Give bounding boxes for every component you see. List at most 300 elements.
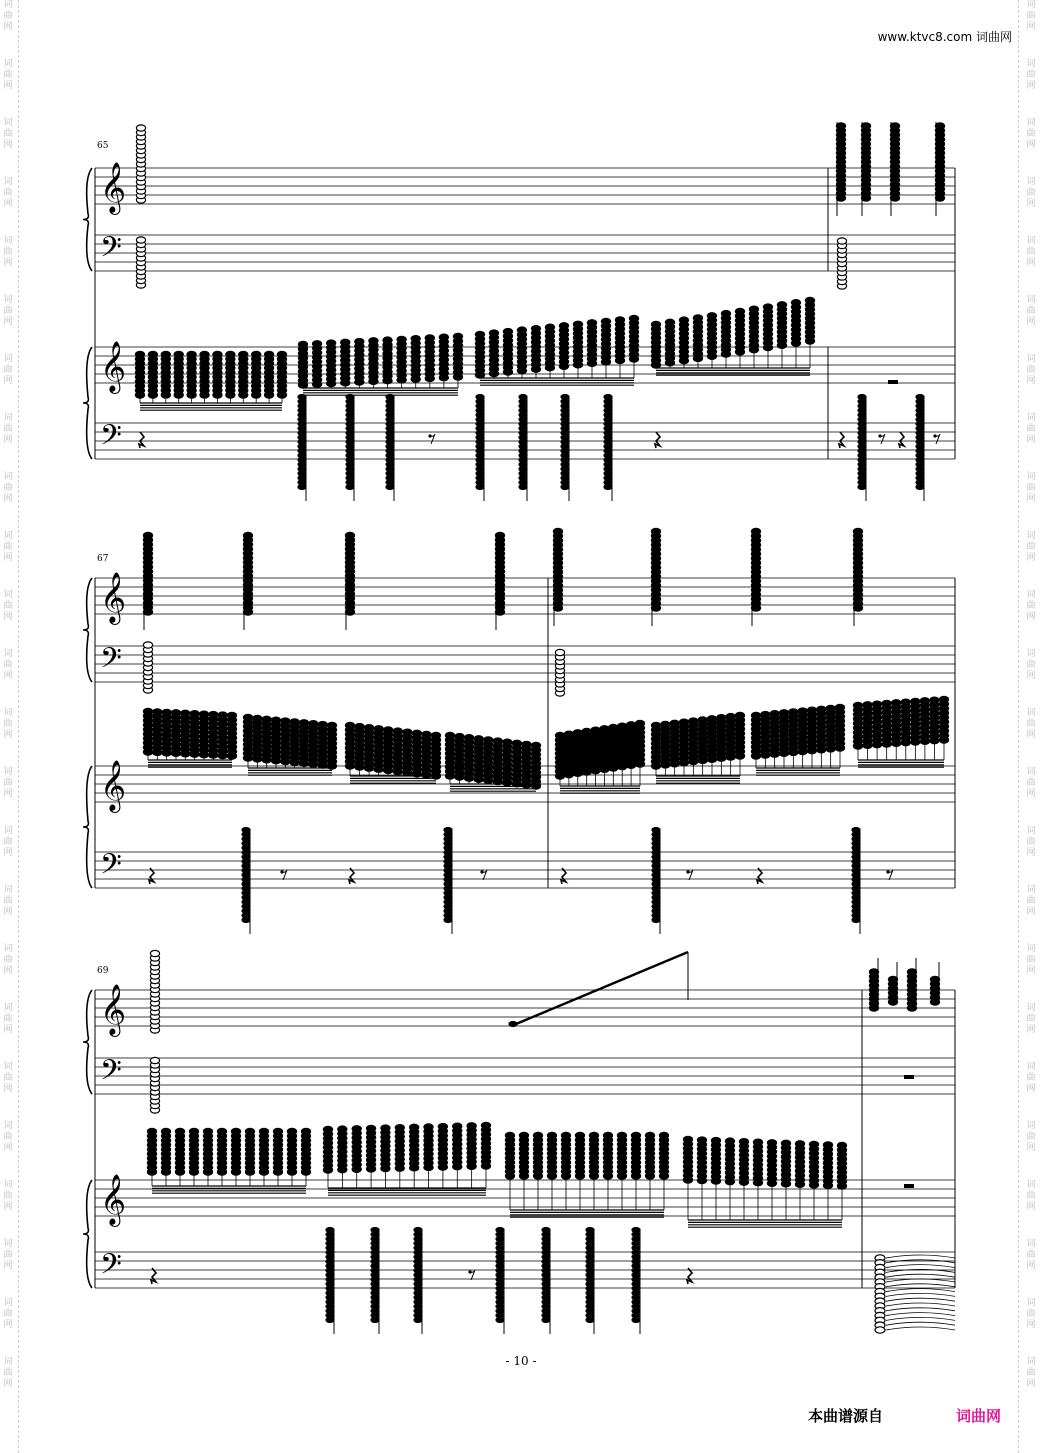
cluster-note — [187, 351, 196, 357]
watermark-glyph: 网 — [3, 730, 13, 740]
watermark-glyph: 曲 — [3, 1191, 13, 1201]
tie — [886, 1293, 955, 1296]
brace — [83, 168, 92, 271]
tie — [886, 1289, 955, 1292]
cluster-note — [873, 701, 882, 707]
cluster-note — [749, 306, 758, 312]
watermark-glyph: 词 — [1026, 295, 1036, 305]
cluster-note — [209, 712, 218, 718]
cluster-note — [259, 1128, 268, 1134]
cluster-note — [670, 720, 679, 726]
chord-note — [935, 123, 944, 129]
cluster-note — [422, 731, 431, 737]
chord-note — [888, 976, 897, 982]
cluster-note — [823, 1142, 832, 1148]
watermark-glyph: 曲 — [3, 188, 13, 198]
watermark-glyph: 网 — [3, 1379, 13, 1389]
whole-chord-note — [555, 649, 564, 655]
cluster-note — [587, 320, 596, 326]
bass-clef-icon: 𝄢 — [100, 642, 122, 682]
watermark-glyph: 曲 — [1026, 365, 1036, 375]
cluster-note — [467, 1123, 476, 1129]
watermark-glyph: 网 — [3, 435, 13, 445]
watermark-glyph: 词 — [3, 590, 13, 600]
cluster-note — [243, 714, 252, 720]
watermark-glyph: 词 — [3, 1298, 13, 1308]
cluster-note — [143, 708, 152, 714]
watermark-glyph: 网 — [1026, 258, 1036, 268]
watermark-glyph: 词 — [1026, 1121, 1036, 1131]
watermark-glyph: 曲 — [1026, 247, 1036, 257]
watermark-glyph: 词 — [1026, 1298, 1036, 1308]
whole-chord-note — [136, 237, 145, 243]
bass-cluster-note — [297, 484, 306, 490]
watermark-glyph: 网 — [1026, 494, 1036, 504]
treble-clef-icon: 𝄞 — [100, 760, 127, 811]
measure-number-65: 65 — [97, 141, 109, 151]
cluster-note — [645, 1132, 654, 1138]
cluster-note — [312, 341, 321, 347]
cluster-note — [355, 338, 364, 344]
watermark-glyph: 曲 — [1026, 306, 1036, 316]
cluster-note — [287, 1128, 296, 1134]
watermark-glyph: 曲 — [3, 129, 13, 139]
watermark-glyph: 网 — [1026, 1025, 1036, 1035]
bass-clef-icon: 𝄢 — [100, 419, 122, 459]
watermark-glyph: 网 — [1026, 1143, 1036, 1153]
cluster-note — [618, 723, 627, 729]
watermark-glyph: 曲 — [3, 1250, 13, 1260]
cluster-note — [751, 712, 760, 718]
watermark-glyph: 曲 — [1026, 955, 1036, 965]
bass-cluster-note — [443, 917, 452, 923]
watermark-glyph: 曲 — [3, 483, 13, 493]
cluster-note — [631, 1132, 640, 1138]
tied-cluster-note — [875, 1327, 885, 1333]
chord-note — [890, 123, 899, 129]
watermark-glyph: 词 — [3, 885, 13, 895]
watermark-glyph: 曲 — [1026, 1250, 1036, 1260]
bass-cluster-note — [631, 1317, 640, 1323]
chord-note — [345, 532, 354, 538]
watermark-glyph: 词 — [3, 177, 13, 187]
quarter-rest-icon — [839, 432, 844, 448]
watermark-glyph: 词 — [3, 354, 13, 364]
watermark-glyph: 网 — [3, 1202, 13, 1212]
bass-cluster-note — [325, 1317, 334, 1323]
watermark-glyph: 曲 — [3, 1073, 13, 1083]
watermark-glyph: 曲 — [1026, 660, 1036, 670]
cluster-note — [531, 742, 540, 748]
watermark-glyph: 曲 — [3, 542, 13, 552]
watermark-glyph: 词 — [3, 236, 13, 246]
cluster-note — [455, 734, 464, 740]
chord-note — [651, 528, 660, 534]
cluster-note — [911, 698, 920, 704]
cluster-note — [227, 712, 236, 718]
chord-note — [143, 532, 152, 538]
watermark-glyph: 词 — [1026, 1357, 1036, 1367]
watermark-glyph: 曲 — [1026, 129, 1036, 139]
watermark-glyph: 词 — [3, 708, 13, 718]
cluster-note — [517, 327, 526, 333]
cluster-note — [693, 315, 702, 321]
whole-rest-icon — [904, 1184, 914, 1188]
watermark-glyph: 网 — [3, 199, 13, 209]
watermark-glyph: 网 — [1026, 966, 1036, 976]
watermark-glyph: 曲 — [1026, 188, 1036, 198]
cluster-note — [781, 1140, 790, 1146]
cluster-note — [397, 336, 406, 342]
watermark-glyph: 曲 — [1026, 778, 1036, 788]
cluster-note — [564, 731, 573, 737]
cluster-note — [503, 739, 512, 745]
treble-clef-icon: 𝄞 — [100, 984, 127, 1035]
footer-brand-link[interactable]: 词曲网 — [956, 1407, 1002, 1425]
tie — [886, 1255, 955, 1258]
watermark-glyph: 网 — [3, 612, 13, 622]
cluster-note — [920, 698, 929, 704]
cluster-note — [835, 704, 844, 710]
cluster-note — [218, 712, 227, 718]
treble-clef-icon: 𝄞 — [100, 162, 127, 213]
cluster-note — [199, 711, 208, 717]
cluster-note — [739, 1139, 748, 1145]
tie — [886, 1265, 955, 1268]
watermark-glyph: 曲 — [3, 365, 13, 375]
watermark-glyph: 曲 — [3, 424, 13, 434]
cluster-note — [264, 351, 273, 357]
cluster-note — [365, 725, 374, 731]
cluster-note — [475, 331, 484, 337]
cluster-note — [381, 1125, 390, 1131]
cluster-note — [135, 351, 144, 357]
cluster-note — [617, 1132, 626, 1138]
quarter-rest-icon — [757, 868, 762, 884]
watermark-glyph: 词 — [3, 118, 13, 128]
cluster-note — [153, 709, 162, 715]
cluster-note — [189, 1128, 198, 1134]
watermark-glyph: 网 — [3, 1084, 13, 1094]
watermark-glyph: 网 — [1026, 1261, 1036, 1271]
cluster-note — [369, 338, 378, 344]
brace — [83, 1180, 92, 1288]
watermark-glyph: 词 — [1026, 708, 1036, 718]
cluster-note — [573, 321, 582, 327]
cluster-note — [277, 351, 286, 357]
watermark-glyph: 网 — [3, 1261, 13, 1271]
watermark-glyph: 网 — [1026, 140, 1036, 150]
watermark-glyph: 网 — [1026, 789, 1036, 799]
cluster-note — [239, 351, 248, 357]
chord-note — [869, 969, 878, 975]
watermark-glyph: 网 — [3, 553, 13, 563]
cluster-note — [689, 718, 698, 724]
whole-chord-note — [150, 950, 159, 956]
cluster-note — [489, 330, 498, 336]
cluster-note — [203, 1128, 212, 1134]
watermark-glyph: 词 — [3, 531, 13, 541]
cluster-note — [615, 317, 624, 323]
watermark-glyph: 词 — [3, 1357, 13, 1367]
watermark-glyph: 曲 — [1026, 719, 1036, 729]
watermark-glyph: 网 — [1026, 435, 1036, 445]
cluster-note — [561, 1132, 570, 1138]
watermark-glyph: 网 — [1026, 317, 1036, 327]
watermark-glyph: 网 — [3, 376, 13, 386]
watermark-glyph: 词 — [3, 413, 13, 423]
watermark-glyph: 曲 — [1026, 1191, 1036, 1201]
watermark-glyph: 曲 — [3, 1014, 13, 1024]
bass-clef-icon: 𝄢 — [100, 1054, 122, 1094]
tie — [886, 1274, 955, 1277]
watermark-glyph: 词 — [1026, 472, 1036, 482]
cluster-note — [453, 333, 462, 339]
cluster-note — [795, 1141, 804, 1147]
cluster-note — [352, 1126, 361, 1132]
watermark-glyph: 词 — [1026, 531, 1036, 541]
cluster-note — [231, 1128, 240, 1134]
cluster-note — [512, 740, 521, 746]
cluster-note — [162, 709, 171, 715]
quarter-rest-icon — [655, 432, 660, 448]
watermark-glyph: 网 — [3, 81, 13, 91]
cluster-note — [901, 699, 910, 705]
whole-chord-note — [150, 1057, 159, 1063]
watermark-glyph: 词 — [3, 1121, 13, 1131]
watermark-glyph: 曲 — [3, 660, 13, 670]
watermark-glyph: 网 — [3, 848, 13, 858]
cluster-note — [697, 1137, 706, 1143]
cluster-note — [601, 318, 610, 324]
bass-cluster-note — [241, 917, 250, 923]
cluster-note — [175, 1128, 184, 1134]
cluster-note — [522, 741, 531, 747]
cluster-note — [410, 1124, 419, 1130]
cluster-note — [892, 700, 901, 706]
whole-chord-note — [837, 238, 846, 244]
bass-clef-icon: 𝄢 — [100, 1248, 122, 1288]
cluster-note — [323, 1126, 332, 1132]
tie — [886, 1308, 955, 1311]
cluster-note — [726, 714, 735, 720]
cluster-note — [393, 728, 402, 734]
tie — [886, 1322, 955, 1325]
watermark-glyph: 曲 — [3, 11, 13, 21]
cluster-note — [711, 1137, 720, 1143]
brace — [83, 578, 92, 682]
cluster-note — [665, 319, 674, 325]
watermark-glyph: 词 — [1026, 236, 1036, 246]
cluster-note — [837, 1142, 846, 1148]
cluster-note — [547, 1132, 556, 1138]
cluster-note — [651, 321, 660, 327]
footer-source-label: 本曲谱源自 — [808, 1407, 884, 1425]
watermark-glyph: 曲 — [1026, 1132, 1036, 1142]
watermark-glyph: 词 — [1026, 1062, 1036, 1072]
watermark-glyph: 曲 — [1026, 1014, 1036, 1024]
whole-rest-icon — [888, 380, 898, 384]
cluster-note — [635, 720, 644, 726]
cluster-note — [217, 1128, 226, 1134]
tie — [886, 1327, 955, 1330]
cluster-note — [573, 730, 582, 736]
watermark-glyph: 网 — [3, 258, 13, 268]
cluster-note — [425, 335, 434, 341]
watermark-glyph: 词 — [1026, 590, 1036, 600]
cluster-note — [403, 729, 412, 735]
cluster-note — [826, 705, 835, 711]
measure-number-67: 67 — [97, 554, 109, 564]
bass-cluster-note — [413, 1317, 422, 1323]
cluster-note — [474, 736, 483, 742]
watermark-glyph: 网 — [1026, 907, 1036, 917]
cluster-note — [555, 732, 564, 738]
cluster-note — [505, 1132, 514, 1138]
cluster-note — [721, 310, 730, 316]
cluster-note — [659, 1132, 668, 1138]
watermark-glyph: 网 — [1026, 376, 1036, 386]
watermark-glyph: 曲 — [3, 955, 13, 965]
cluster-note — [148, 351, 157, 357]
cluster-note — [863, 702, 872, 708]
watermark-glyph: 网 — [1026, 22, 1036, 32]
whole-chord-note — [143, 642, 152, 648]
cluster-note — [318, 722, 327, 728]
watermark-glyph: 词 — [1026, 826, 1036, 836]
watermark-glyph: 词 — [3, 767, 13, 777]
cluster-note — [589, 1132, 598, 1138]
cluster-note — [271, 717, 280, 723]
cluster-note — [809, 1141, 818, 1147]
quarter-rest-icon — [139, 432, 144, 448]
cluster-note — [309, 721, 318, 727]
watermark-glyph: 词 — [1026, 1239, 1036, 1249]
treble-clef-icon: 𝄞 — [100, 572, 127, 623]
glissando-line — [516, 952, 688, 1024]
cluster-note — [519, 1132, 528, 1138]
watermark-glyph: 网 — [3, 140, 13, 150]
watermark-glyph: 词 — [3, 826, 13, 836]
cluster-note — [683, 1136, 692, 1142]
cluster-note — [853, 702, 862, 708]
watermark-glyph: 词 — [1026, 0, 1036, 10]
quarter-rest-icon — [561, 868, 566, 884]
cluster-note — [384, 727, 393, 733]
watermark-glyph: 词 — [3, 1180, 13, 1190]
cluster-note — [161, 351, 170, 357]
tie — [886, 1279, 955, 1282]
watermark-glyph: 词 — [3, 472, 13, 482]
tie — [886, 1298, 955, 1301]
cluster-note — [609, 724, 618, 730]
watermark-glyph: 词 — [3, 649, 13, 659]
watermark-glyph: 网 — [1026, 1084, 1036, 1094]
bass-cluster-note — [518, 484, 527, 490]
cluster-note — [939, 696, 948, 702]
cluster-note — [717, 715, 726, 721]
cluster-note — [763, 304, 772, 310]
chord-note — [553, 528, 562, 534]
cluster-note — [213, 351, 222, 357]
cluster-note — [262, 716, 271, 722]
cluster-note — [791, 300, 800, 306]
tie — [886, 1284, 955, 1287]
whole-chord-note — [136, 125, 145, 131]
watermark-glyph: 网 — [1026, 199, 1036, 209]
cluster-note — [651, 722, 660, 728]
quarter-rest-icon — [899, 432, 904, 448]
watermark-glyph: 网 — [1026, 81, 1036, 91]
quarter-rest-icon — [149, 868, 154, 884]
chord-note — [930, 976, 939, 982]
cluster-note — [383, 337, 392, 343]
cluster-note — [600, 726, 609, 732]
watermark-glyph: 曲 — [1026, 1073, 1036, 1083]
cluster-note — [707, 716, 716, 722]
watermark-glyph: 曲 — [1026, 424, 1036, 434]
chord-note — [861, 123, 870, 129]
watermark-glyph: 曲 — [3, 247, 13, 257]
chord-note — [836, 123, 845, 129]
watermark-glyph: 词 — [3, 944, 13, 954]
cluster-note — [805, 297, 814, 303]
cluster-note — [777, 302, 786, 308]
watermark-glyph: 网 — [1026, 612, 1036, 622]
cluster-note — [327, 340, 336, 346]
watermark-glyph: 词 — [1026, 1180, 1036, 1190]
cluster-note — [465, 735, 474, 741]
cluster-note — [531, 326, 540, 332]
cluster-note — [798, 708, 807, 714]
bass-cluster-note — [851, 917, 860, 923]
watermark-glyph: 曲 — [3, 778, 13, 788]
cluster-note — [181, 710, 190, 716]
watermark-glyph: 词 — [1026, 944, 1036, 954]
cluster-note — [171, 710, 180, 716]
bass-cluster-note — [475, 484, 484, 490]
cluster-note — [431, 732, 440, 738]
bass-cluster-note — [495, 1317, 504, 1323]
cluster-note — [411, 336, 420, 342]
cluster-note — [493, 738, 502, 744]
cluster-note — [807, 707, 816, 713]
watermark-glyph: 网 — [3, 1320, 13, 1330]
watermark-glyph: 曲 — [1026, 896, 1036, 906]
watermark-glyph: 曲 — [3, 1309, 13, 1319]
cluster-note — [882, 700, 891, 706]
watermark-glyph: 曲 — [3, 1132, 13, 1142]
cluster-note — [770, 711, 779, 717]
watermark-glyph: 词 — [1026, 118, 1036, 128]
watermark-glyph: 网 — [1026, 553, 1036, 563]
bass-cluster-note — [915, 484, 924, 490]
cluster-note — [503, 328, 512, 334]
cluster-note — [817, 706, 826, 712]
cluster-note — [301, 1128, 310, 1134]
watermark-glyph: 网 — [1026, 848, 1036, 858]
cluster-note — [679, 719, 688, 725]
cluster-note — [281, 718, 290, 724]
cluster-note — [174, 351, 183, 357]
quarter-rest-icon — [349, 868, 354, 884]
cluster-note — [424, 1124, 433, 1130]
watermark-glyph: 网 — [1026, 730, 1036, 740]
page-number: - 10 - — [505, 1354, 537, 1368]
watermark-glyph: 曲 — [3, 896, 13, 906]
site-url-header[interactable]: www.ktvc8.com 词曲网 — [877, 30, 1012, 44]
cluster-note — [439, 334, 448, 340]
